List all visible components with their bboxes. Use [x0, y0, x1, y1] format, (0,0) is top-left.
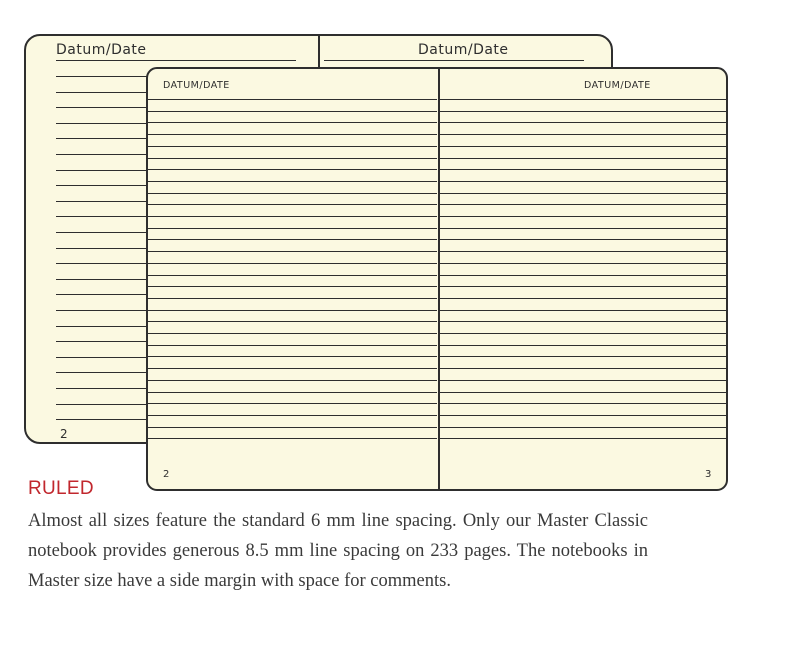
- ruled-line: [148, 122, 437, 123]
- ruled-line: [148, 216, 437, 217]
- ruled-line: [148, 169, 437, 170]
- ruled-line: [148, 368, 437, 369]
- ruled-line: [56, 263, 147, 264]
- ruled-line: [440, 216, 726, 217]
- ruled-line: [56, 404, 147, 405]
- ruled-line: [148, 275, 437, 276]
- ruled-line: [56, 419, 147, 420]
- ruled-line: [440, 286, 726, 287]
- ruled-line: [440, 122, 726, 123]
- ruled-line: [56, 107, 147, 108]
- ruled-line: [148, 380, 437, 381]
- ruled-line: [440, 204, 726, 205]
- ruled-line: [56, 372, 147, 373]
- ruled-line: [56, 138, 147, 139]
- ruled-line: [56, 92, 147, 93]
- page-number-left: 2: [163, 469, 170, 480]
- ruled-line: [148, 228, 437, 229]
- ruled-line: [148, 333, 437, 334]
- ruled-line: [148, 251, 437, 252]
- ruled-line: [440, 228, 726, 229]
- ruled-line: [440, 368, 726, 369]
- ruled-line: [148, 298, 437, 299]
- ruled-line: [148, 392, 437, 393]
- ruled-line: [440, 392, 726, 393]
- date-label-right: Datum/Date: [418, 42, 509, 58]
- ruled-line: [148, 415, 437, 416]
- ruled-line: [440, 380, 726, 381]
- ruled-line: [148, 321, 437, 322]
- ruled-line: [148, 111, 437, 112]
- ruled-line: [440, 415, 726, 416]
- ruled-line: [56, 279, 147, 280]
- section-description: Almost all sizes feature the standard 6 mm line spacing. Only our Master Classic notebook provides generous 8.5 mm line spacing on 233 pages. The notebooks in Master size have a side margin with space for comments.: [28, 511, 648, 591]
- ruled-line: [148, 158, 437, 159]
- ruled-line: [148, 345, 437, 346]
- ruled-line: [440, 193, 726, 194]
- date-label-right: DATUM/DATE: [584, 80, 651, 91]
- ruled-line: [440, 427, 726, 428]
- ruled-line: [440, 158, 726, 159]
- ruled-line: [440, 298, 726, 299]
- ruled-line: [440, 251, 726, 252]
- ruled-line: [148, 310, 437, 311]
- ruled-line: [56, 341, 147, 342]
- ruled-line: [440, 239, 726, 240]
- ruled-line: [440, 146, 726, 147]
- ruled-line: [440, 403, 726, 404]
- ruled-line: [148, 263, 437, 264]
- ruled-line: [440, 99, 726, 100]
- ruled-line: [440, 438, 726, 439]
- ruled-line: [56, 326, 147, 327]
- ruled-line: [148, 403, 437, 404]
- ruled-line: [440, 333, 726, 334]
- classic-notebook-spread: [146, 67, 728, 491]
- ruled-line: [148, 438, 437, 439]
- ruled-line: [56, 310, 147, 311]
- ruled-line: [440, 345, 726, 346]
- ruled-line: [148, 99, 437, 100]
- ruled-line: [440, 321, 726, 322]
- ruled-line: [56, 248, 147, 249]
- ruled-line: [56, 60, 296, 61]
- ruled-line: [148, 146, 437, 147]
- ruled-line: [56, 357, 147, 358]
- ruled-line: [56, 154, 147, 155]
- ruled-line: [148, 193, 437, 194]
- page-number-left: 2: [60, 427, 68, 441]
- ruled-line: [440, 310, 726, 311]
- page-number-right: 3: [705, 469, 712, 480]
- ruled-line: [148, 181, 437, 182]
- date-label-left: DATUM/DATE: [163, 80, 230, 91]
- ruled-line: [148, 286, 437, 287]
- ruled-line: [148, 134, 437, 135]
- date-label-left: Datum/Date: [56, 42, 147, 58]
- ruled-line: [56, 201, 147, 202]
- ruled-line: [440, 181, 726, 182]
- ruled-line: [440, 275, 726, 276]
- ruled-line: [148, 239, 437, 240]
- ruled-line: [440, 111, 726, 112]
- ruled-line: [440, 169, 726, 170]
- ruled-line: [56, 294, 147, 295]
- ruled-line: [440, 263, 726, 264]
- ruled-line: [56, 170, 147, 171]
- section-heading: RULED: [28, 478, 94, 499]
- ruled-line: [56, 185, 147, 186]
- ruled-line: [56, 388, 147, 389]
- ruled-line: [440, 356, 726, 357]
- ruled-line: [56, 76, 147, 77]
- ruled-line: [56, 216, 147, 217]
- ruled-line: [440, 134, 726, 135]
- ruled-line: [148, 427, 437, 428]
- ruled-line: [324, 60, 584, 61]
- ruled-line: [56, 123, 147, 124]
- ruled-line: [148, 356, 437, 357]
- ruled-line: [56, 232, 147, 233]
- ruled-line: [148, 204, 437, 205]
